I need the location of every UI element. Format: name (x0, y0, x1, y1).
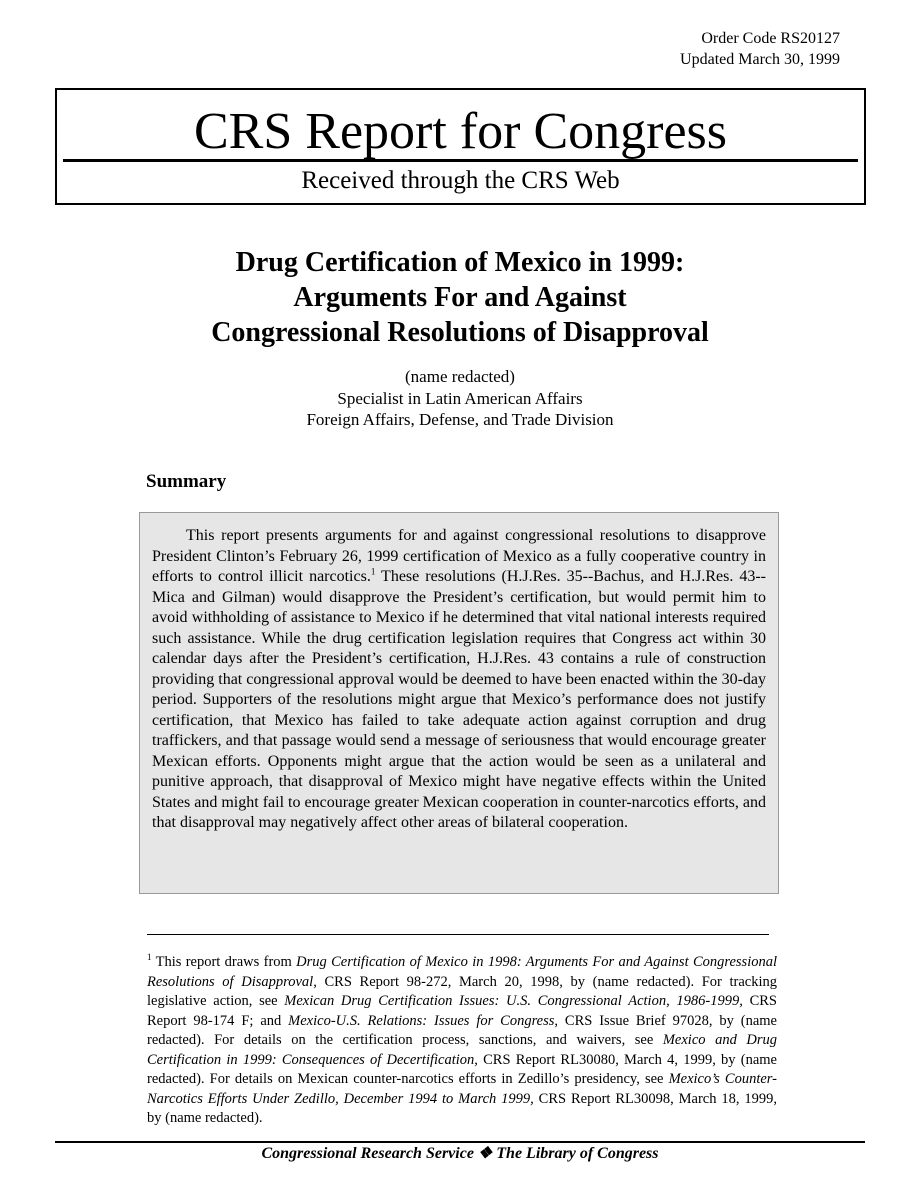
title-line: Arguments For and Against (293, 282, 627, 313)
summary-text-part: These resolutions (H.J.Res. 35--Bachus, and H.J.Res. 43--Mica and Gilman) would disapprove the President’s certification, but would permit him to avoid withholding of assistance to Mexico if he determined that vital national interests required such assistance. While the drug certification legislation requires that Congress act within 30 calendar days after the President’s certification, H.J.Res. 43 contains a rule of construction providing that congressional approval would be deemed to have been enacted within the 30-day period. Supporters of the resolutions might argue that Mexico’s performance does not justify certification, that Mexico has failed to take adequate action against corruption and drug traffickers, and that passage would send a message of seriousness that would encourage greater Mexican efforts. Opponents might argue that the action would be seen as a unilateral and punitive approach, that disapproval of Mexico might have negative effects within the United States and might fail to encourage greater Mexican cooperation in counter-narcotics efforts, and that disapproval may negatively affect other areas of bilateral cooperation. (152, 568, 766, 831)
author-division: Foreign Affairs, Defense, and Trade Division (306, 410, 614, 429)
footnote-text: , CRS Report RL30080, March 4, 1999, by (name redacted). For details on Mexican counter-narcotics efforts in Zedillo’s presidency, see (147, 1051, 777, 1087)
order-info (680, 28, 840, 70)
title-line: Congressional Resolutions of Disapproval (211, 317, 709, 348)
header-divider (63, 159, 858, 162)
footnote-divider (147, 934, 769, 935)
author-name: (name redacted) (405, 367, 515, 386)
summary-heading: Summary (146, 471, 227, 492)
report-title: CRS Report for Congress (194, 103, 727, 160)
document-title (0, 245, 920, 350)
author-position: Specialist in Latin American Affairs (337, 388, 583, 408)
footnote-text: This report draws from (151, 954, 297, 970)
footer-divider (55, 1141, 865, 1143)
summary-text-part: This report presents arguments for and against congressional resolutions to disapprove President Clinton’s February 26, 1999 certification of Mexico as a fully cooperative country in efforts to control illicit narcotics. (152, 527, 766, 585)
cited-title: Drug Certification of Mexico in 1998: Arguments For and Against Congressional Resolutions of Disapproval (147, 954, 777, 990)
footnote-mark: 1 (147, 952, 152, 963)
footnote (147, 953, 777, 1129)
title-line: Drug Certification of Mexico in 1999: (235, 247, 685, 278)
footnote-text: CRS Report RL30098, March 18, 1999, by (name redacted). (147, 1090, 777, 1126)
page-footer: Congressional Research Service ❖ The Library of Congress (261, 1145, 659, 1162)
author-block (0, 366, 920, 431)
footnote-text: , CRS Issue Brief 97028, by (name redacted). For details on the certification process, sanctions, and waivers, see (147, 1012, 777, 1048)
summary-text (152, 526, 766, 834)
updated-date: Updated March 30, 1999 (680, 51, 840, 68)
cited-title: Mexican Drug Certification Issues: U.S. Congressional Action, 1986-1999, (284, 993, 743, 1009)
report-subtitle: Received through the CRS Web (301, 167, 620, 194)
order-code: Order Code RS20127 (701, 30, 840, 47)
cited-title: Mexico and Drug Certification in 1999: Consequences of Decertification (147, 1032, 777, 1068)
summary-box (139, 512, 779, 894)
footnote-text: CRS Report 98-174 F; and (147, 993, 777, 1029)
cited-title: Mexico’s Counter-Narcotics Efforts Under Zedillo, December 1994 to March 1999, (147, 1071, 777, 1107)
footnote-text: , CRS Report 98-272, March 20, 1998, by (name redacted). For tracking legislative action, see (147, 973, 778, 1009)
cited-title: Mexico-U.S. Relations: Issues for Congress (288, 1012, 555, 1029)
footnote-reference[interactable]: 1 (370, 566, 376, 577)
report-header (55, 88, 866, 205)
